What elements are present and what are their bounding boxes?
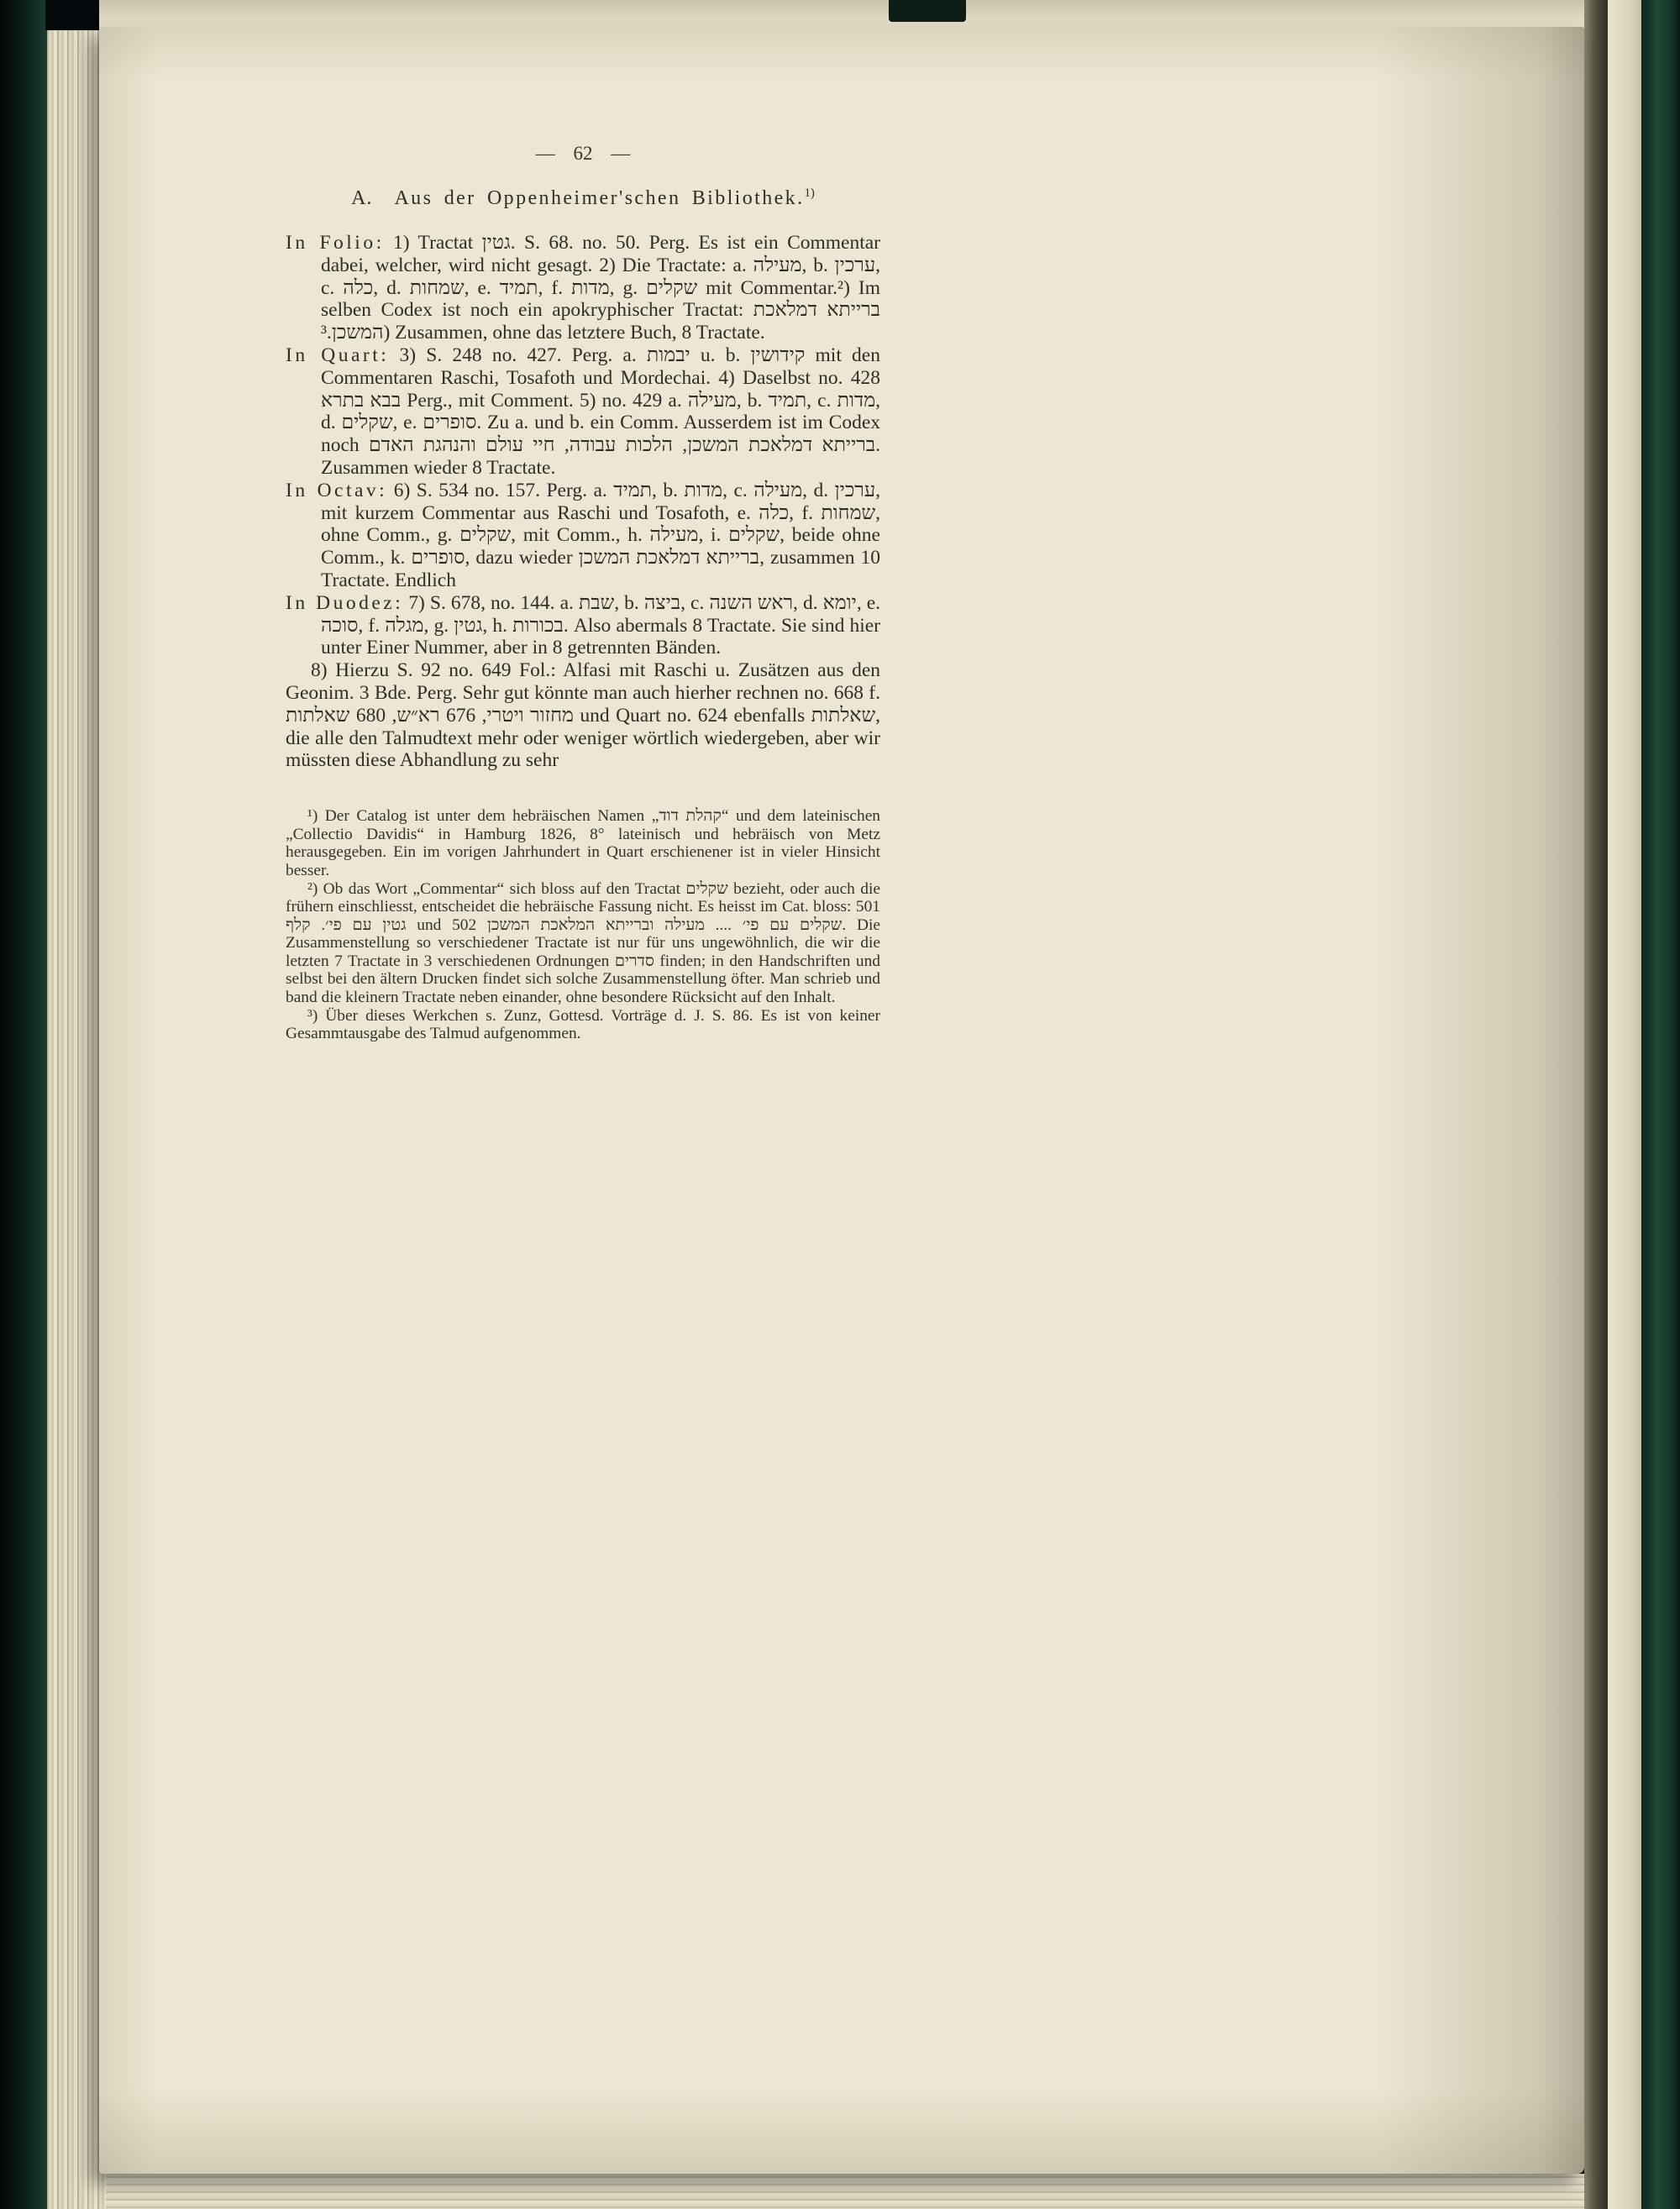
paragraph-label: In Duodez: [286,591,404,614]
paragraph-in-folio [286,232,880,344]
page-stack-top-edge [99,0,1586,29]
paragraph-text: 8) Hierzu S. 92 no. 649 Fol.: Alfasi mit Raschi u. Zusätzen aus den Geonim. 3 Bde. Perg. Sehr gut könnte man auch hierher rechnen no. 668 f. מחזור ויטרי, 676 רא״ש, 680 שאלתות und Quart no. 624 ebenfalls שאלתות, die alle den Talmudtext mehr oder weniger wörtlich wiedergeben, aber wir müssten diese Abhandlung zu sehr [286,659,880,772]
heading-letter: A. [351,187,373,209]
footnote-3: ³) Über dieses Werkchen s. Zunz, Gottesd. Vorträge d. J. S. 86. Es ist von keiner Gesammtausgabe des Talmud aufgenommen. [286,1006,880,1043]
footnote-1: ¹) Der Catalog ist unter dem hebräischen Namen „קהלת דוד“ und dem lateinischen „Collectio Davidis“ in Hamburg 1826, 8° lateinisch und hebräisch von Metz herausgegeben. Ein im vorigen Jahrhundert in Quart erschienener ist in vieler Hinsicht besser. [286,807,880,879]
paragraph-text: 7) S. 678, no. 144. a. שבת, b. ביצה, c. ראש השנה, d. יומא, e. סוכה, f. מגלה, g. גטין, h. בכורות. Also abermals 8 Tractate. Sie sind hier unter Einer Nummer, aber in 8 getrennten Bänden. [321,591,881,659]
paragraph-label: In Folio: [286,232,385,254]
section-heading [286,186,880,210]
paragraph-in-octav [286,480,880,592]
page-stack-bottom-edge [106,2174,1586,2209]
paragraph-text: 6) S. 534 no. 157. Perg. a. תמיד, b. מדות, c. מעילה, d. ערכין, mit kurzem Commentar aus Raschi und Tosafoth, e. כלה, f. שמחות, ohne Comm., g. שקלים, mit Comm., h. מעילה, i. שקלים, beide ohne Comm., k. סופרים, dazu wieder ברייתא דמלאכת המשכן, zusammen 10 Tractate. Endlich [321,479,881,591]
facing-page-edge [1608,0,1641,2209]
paragraph-text: 3) S. 248 no. 427. Perg. a. יבמות u. b. קידושין mit den Commentaren Raschi, Tosafoth und Mordechai. 4) Daselbst no. 428 בבא בתרא Perg., mit Comment. 5) no. 429 a. מעילה, b. תמיד, c. מדות, d. שקלים, e. סופרים. Zu a. und b. ein Comm. Ausserdem ist im Codex noch ברייתא דמלאכת המשכן, הלכות עבודה, חיי עולם והנהגת האדם. Zusammen wieder 8 Tractate. [321,344,881,479]
paragraph-in-quart [286,344,880,480]
footnote-2: ²) Ob das Wort „Commentar“ sich bloss auf den Tractat שקלים bezieht, oder auch die frühern einschliesst, entscheidet die hebräische Fassung nicht. Es heisst im Cat. bloss: 501 גטין עם פי׳. קלף und 502 שקלים עם פי׳ .... מעילה וברייתא המלאכת המשכן. Die Zusammenstellung so verschiedener Tractate ist nur für uns ungewöhnlich, die wir die letzten 7 Tractate in 3 verschiedenen Ordnungen סדרים finden; in den Handschriften und selbst bei den ältern Drucken findet sich solche Zusammenstellung öfter. Man schrieb und band die kleinern Tractate neben einander, ohne besondere Rücksicht auf den Inhalt. [286,879,880,1007]
binding-bar-top-left [45,0,99,30]
paragraph-text: 1) Tractat גטין. S. 68. no. 50. Perg. Es ist ein Commentar dabei, welcher, wird nicht gesagt. 2) Die Tractate: a. מעילה, b. ערכין, c. כלה, d. שמחות, e. תמיד, f. מדות, g. שקלים mit Commentar.²) Im selben Codex ist noch ein apokryphischer Tractat: ברייתא דמלאכת המשכן.³) Zusammen, ohne das letztere Buch, 8 Tractate. [321,232,881,344]
text-column [286,143,880,1043]
scanned-book-page [99,27,1584,2174]
paragraph-in-duodez [286,592,880,659]
binding-headband [889,0,966,22]
footnotes-block [286,807,880,1043]
heading-title: Aus der Oppenheimer'schen Bibliothek. [394,187,805,209]
gutter-shadow [1584,0,1608,2209]
book-cover-right-edge [1641,0,1680,2209]
body-text [286,232,880,772]
paragraph-label: In Octav: [286,479,388,501]
paragraph-hierzu [286,659,880,772]
book-cover-left-edge [0,0,47,2209]
page-stack-left-edge [47,12,106,2209]
paragraph-label: In Quart: [286,344,390,366]
footnote-ref: 1) [804,186,815,200]
page-number: — 62 — [535,143,631,164]
